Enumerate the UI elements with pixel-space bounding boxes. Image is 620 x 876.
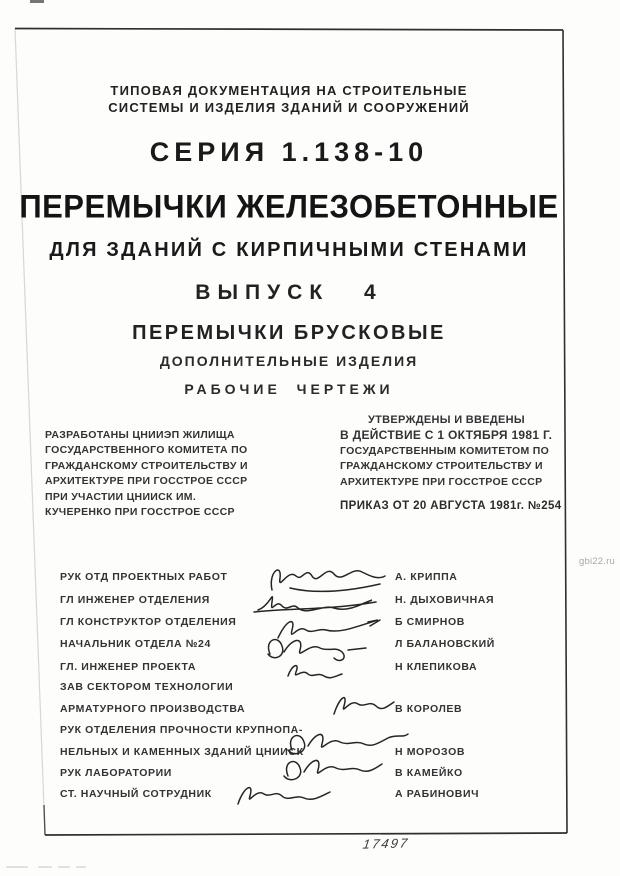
signatory-name: Н КЛЕПИКОВА (395, 661, 478, 673)
scan-artifact-smudge (76, 866, 86, 868)
signatory-name: В КАМЕЙКО (395, 767, 463, 779)
main-title: ПЕРЕМЫЧКИ ЖЕЛЕЗОБЕТОННЫЕ (19, 187, 559, 226)
signature-squiggle (238, 788, 330, 804)
developed-by-line: КУЧЕРЕНКО ПРИ ГОССТРОЕ СССР (45, 505, 235, 518)
role-label: НАЧАЛЬНИК ОТДЕЛА №24 (60, 638, 211, 650)
issue-label: ВЫПУСК 4 (195, 281, 383, 304)
signature-squiggle (278, 620, 380, 638)
doc-type-line-2: СИСТЕМЫ И ИЗДЕЛИЯ ЗДАНИЙ И СООРУЖЕНИЙ (108, 100, 470, 115)
order-line: ПРИКАЗ ОТ 20 АВГУСТА 1981г. №254 (340, 500, 562, 512)
signatures-overlay (230, 558, 420, 818)
drawings-label: РАБОЧИЕ ЧЕРТЕЖИ (184, 381, 394, 397)
scan-artifact-smudge (38, 866, 52, 868)
signatory-name: Б СМИРНОВ (395, 616, 465, 628)
approved-by-line: АРХИТЕКТУРЕ ПРИ ГОССТРОЕ СССР (340, 475, 543, 488)
signatory-name: Л БАЛАНОВСКИЙ (395, 638, 495, 650)
signature-squiggle (284, 760, 382, 779)
developed-by-line: ПРИ УЧАСТИИ ЦНИИСК ИМ. (45, 490, 197, 503)
developed-by-line: РАЗРАБОТАНЫ ЦНИИЭП ЖИЛИЩА (45, 429, 235, 441)
approved-by-line: УТВЕРЖДЕНЫ И ВВЕДЕНЫ (368, 414, 525, 426)
doc-type-line-1: ТИПОВАЯ ДОКУМЕНТАЦИЯ НА СТРОИТЕЛЬНЫЕ (110, 83, 468, 98)
developed-by-line: ГРАЖДАНСКОМУ СТРОИТЕЛЬСТВУ И (45, 459, 248, 472)
developed-by-line: ГОСУДАРСТВЕННОГО КОМИТЕТА ПО (45, 444, 248, 457)
role-label: ГЛ КОНСТРУКТОР ОТДЕЛЕНИЯ (60, 616, 237, 628)
product-title: ПЕРЕМЫЧКИ БРУСКОВЫЕ (132, 322, 446, 344)
role-label: РУК ЛАБОРАТОРИИ (60, 767, 172, 779)
role-label: ЗАВ СЕКТОРОМ ТЕХНОЛОГИИ (60, 681, 234, 693)
signature-squiggle (288, 666, 342, 678)
approved-by-line: ГРАЖДАНСКОМУ СТРОИТЕЛЬСТВУ И (340, 460, 543, 473)
role-label: ГЛ. ИНЖЕНЕР ПРОЕКТА (60, 661, 197, 673)
signatory-name: А РАБИНОВИЧ (395, 788, 480, 800)
scan-artifact-smudge (58, 866, 70, 868)
role-label: НЕЛЬНЫХ И КАМЕННЫХ ЗДАНИЙ ЦНИИСК (60, 746, 304, 758)
developed-by-line: АРХИТЕКТУРЕ ПРИ ГОССТРОЕ СССР (45, 475, 248, 488)
role-label: СТ. НАУЧНЫЙ СОТРУДНИК (60, 788, 212, 800)
role-label: РУК ОТДЕЛЕНИЯ ПРОЧНОСТИ КРУПНОПА- (60, 724, 303, 736)
series-title: СЕРИЯ 1.138-10 (149, 137, 429, 167)
approved-by-line: ГОСУДАРСТВЕННЫМ КОМИТЕТОМ ПО (340, 444, 550, 457)
scan-artifact-smudge (6, 866, 28, 868)
role-label: АРМАТУРНОГО ПРОИЗВОДСТВА (60, 703, 246, 715)
approved-by-block (340, 413, 555, 490)
site-watermark: gbi22.ru (579, 556, 615, 567)
signature-squiggle (334, 698, 394, 714)
subtitle: ДЛЯ ЗДАНИЙ С КИРПИЧНЫМИ СТЕНАМИ (49, 239, 529, 261)
signatory-name: Н. ДЫХОВИЧНАЯ (395, 594, 495, 606)
doc-number-handwritten: 17497 (361, 835, 411, 852)
signatory-name: В КОРОЛЕВ (395, 703, 463, 715)
signature-squiggle (268, 640, 366, 661)
signatory-name: Н МОРОЗОВ (395, 746, 466, 758)
signature-squiggle (288, 734, 408, 754)
scan-artifact-mark (30, 0, 44, 3)
approved-by-line: В ДЕЙСТВИЕ С 1 ОКТЯБРЯ 1981 Г. (340, 428, 553, 443)
signature-squiggle (254, 597, 376, 612)
signatory-name: А. КРИППА (395, 571, 458, 583)
extra-products-label: ДОПОЛНИТЕЛЬНЫЕ ИЗДЕЛИЯ (159, 353, 419, 369)
developed-by-block (45, 428, 255, 520)
role-label: РУК ОТД ПРОЕКТНЫХ РАБОТ (60, 571, 228, 583)
role-label: ГЛ ИНЖЕНЕР ОТДЕЛЕНИЯ (60, 594, 210, 606)
signature-squiggle (271, 570, 385, 592)
